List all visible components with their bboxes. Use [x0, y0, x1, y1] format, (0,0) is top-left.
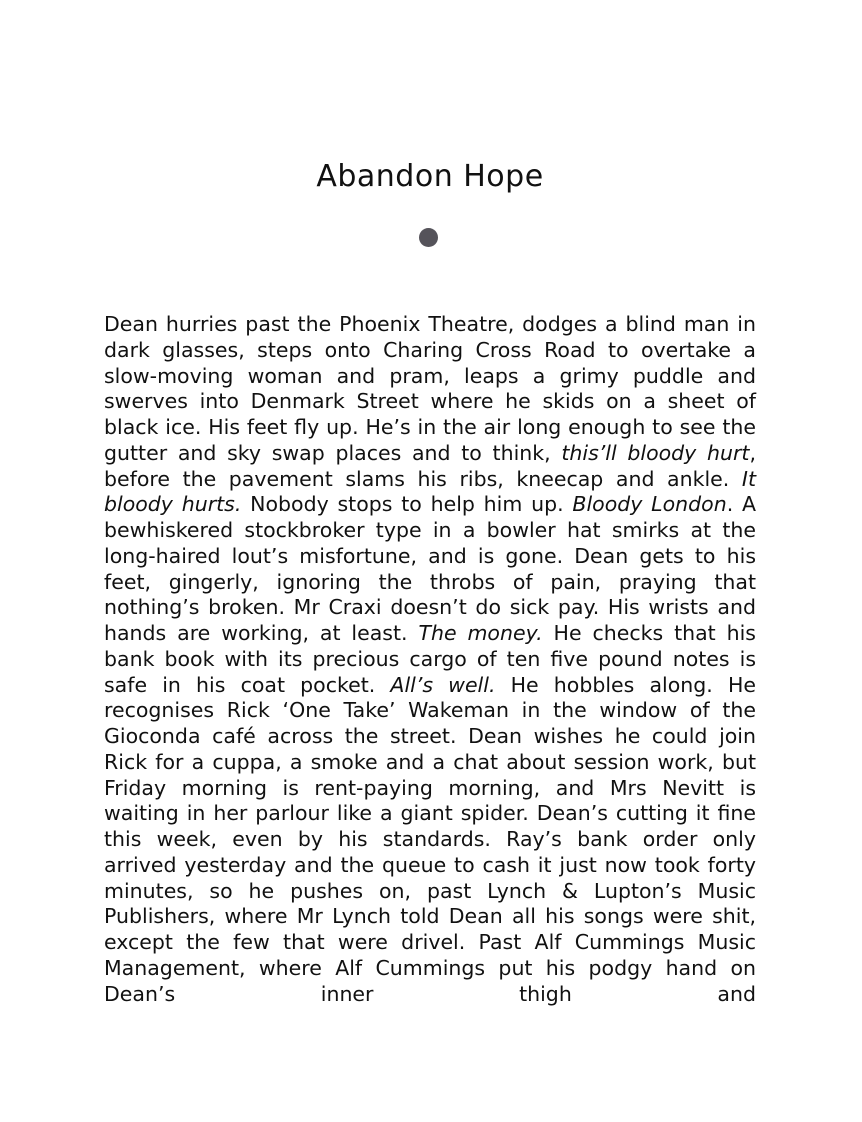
- chapter-title: Abandon Hope: [316, 159, 544, 194]
- text-run: He checks that his bank book with its precious cargo of ten five pound notes is safe in his coat pocket.: [104, 621, 756, 697]
- text-run: . A bewhiskered stockbroker type in a bowler hat smirks at the long-haired lout’s misfortune, and is gone. Dean gets to his feet, gingerly, ignoring the throbs of pain, praying that nothing’s broken. Mr Craxi doesn’t do sick pay. His wrists and hands are working, at least.: [104, 492, 757, 645]
- text-run: The money.: [418, 621, 543, 645]
- body-paragraph: [104, 312, 756, 1007]
- dot-separator-icon: [419, 228, 438, 247]
- text-run: All’s well.: [390, 672, 496, 697]
- text-run: Nobody stops to help him up.: [241, 492, 573, 517]
- text-run: Bloody London: [572, 492, 727, 517]
- text-run: , before the pavement slams his ribs, kneecap and ankle.: [104, 440, 756, 491]
- text-run: He hobbles along. He recognises Rick ‘One Take’ Wakeman in the window of the Gioconda café across the street. Dean wishes he could join Rick for a cuppa, a smoke and a chat about session work, but Friday morning is rent-paying morning, and Mrs Nevitt is waiting in her parlour like a giant spider. Dean’s cutting it fine this week, even by his standards. Ray’s bank order only arrived yesterday and the queue to cash it just now took forty minutes, so he pushes on, past Lynch & Lupton’s Music Publishers, where Mr Lynch told Dean all his songs were shit, except the few that were drivel. Past Alf Cummings Music Management, where Alf Cummings put his podgy hand on Dean’s inner thigh and: [104, 672, 756, 1006]
- text-run: It bloody hurts.: [104, 466, 756, 517]
- text-run: Dean hurries past the Phoenix Theatre, dodges a blind man in dark glasses, steps onto Charing Cross Road to overtake a slow-moving woman and pram, leaps a grimy puddle and swerves into Denmark Street where he skids on a sheet of black ice. His feet fly up. He’s in the air long enough to see the gutter and sky swap places and to think,: [104, 312, 756, 465]
- text-run: this’ll bloody hurt: [561, 440, 750, 465]
